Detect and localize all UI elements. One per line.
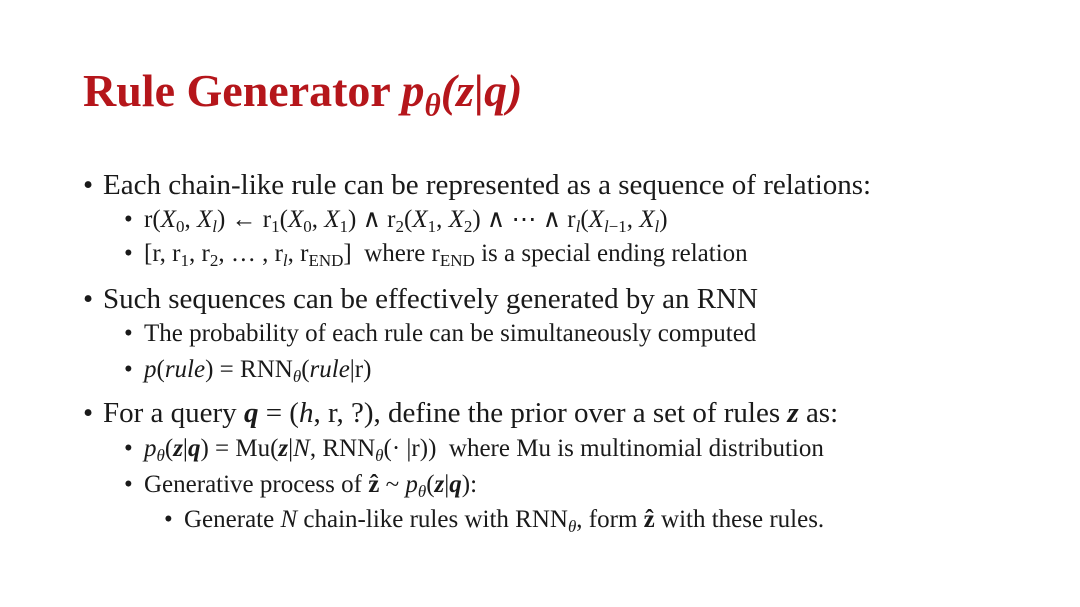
- slide-title-math: $p_\theta(z|q)$: [401, 65, 523, 123]
- bullet-2-text: Such sequences can be effectively generated by an RNN: [103, 283, 758, 315]
- bullet-dot-icon: •: [124, 240, 133, 267]
- bullet-3-2-1-formula: Generate N chain-like rules with $RNN_\theta$, form ẑ with these rules.: [184, 506, 825, 537]
- slide-title: [83, 64, 523, 123]
- slide-title-text: Rule Generator: [83, 65, 391, 116]
- bullet-dot-icon: •: [83, 169, 94, 201]
- bullet-dot-icon: •: [124, 471, 133, 498]
- bullet-3-1-formula: $p_\theta(z|q) = Mu(z|N$, $RNN_\theta(\cdot |r)$) where Mu is multinomial distribution: [144, 435, 824, 466]
- bullet-1-text: Each chain-like rule can be represented as a sequence of relations:: [103, 169, 872, 201]
- bullet-dot-icon: •: [83, 397, 94, 429]
- bullet-dot-icon: •: [124, 356, 133, 383]
- bullet-2-2-formula: p(rule) = $RNN_\theta(rule|r)$: [144, 356, 372, 387]
- bullet-2-1-text: The probability of each rule can be simultaneously computed: [144, 320, 757, 347]
- bullet-3-2-formula: Generative process of ẑ ~ $p_\theta(z|q)$:: [144, 471, 478, 502]
- bullet-dot-icon: •: [124, 435, 133, 462]
- bullet-3-formula: For a query q = (h, r, ?), define the prior over a set of rules z as:: [103, 397, 839, 429]
- bullet-dot-icon: •: [83, 283, 94, 315]
- bullet-1-1-formula: $r(X_0$, $X_l$) ← $r_1(X_0$, $X_1$) ∧ $r_2(X_1$, $X_2$) ∧ ⋯ ∧ $r_l(X_{l-1}$, $X_l$): [144, 206, 668, 237]
- bullet-1-2-formula: [r, $r_1$, $r_2$, … , $r_l$, $r_{END}$] where $r_{END}$ is a special ending relation: [144, 240, 748, 271]
- bullet-dot-icon: •: [124, 206, 133, 233]
- bullet-dot-icon: •: [164, 506, 173, 533]
- bullet-dot-icon: •: [124, 320, 133, 347]
